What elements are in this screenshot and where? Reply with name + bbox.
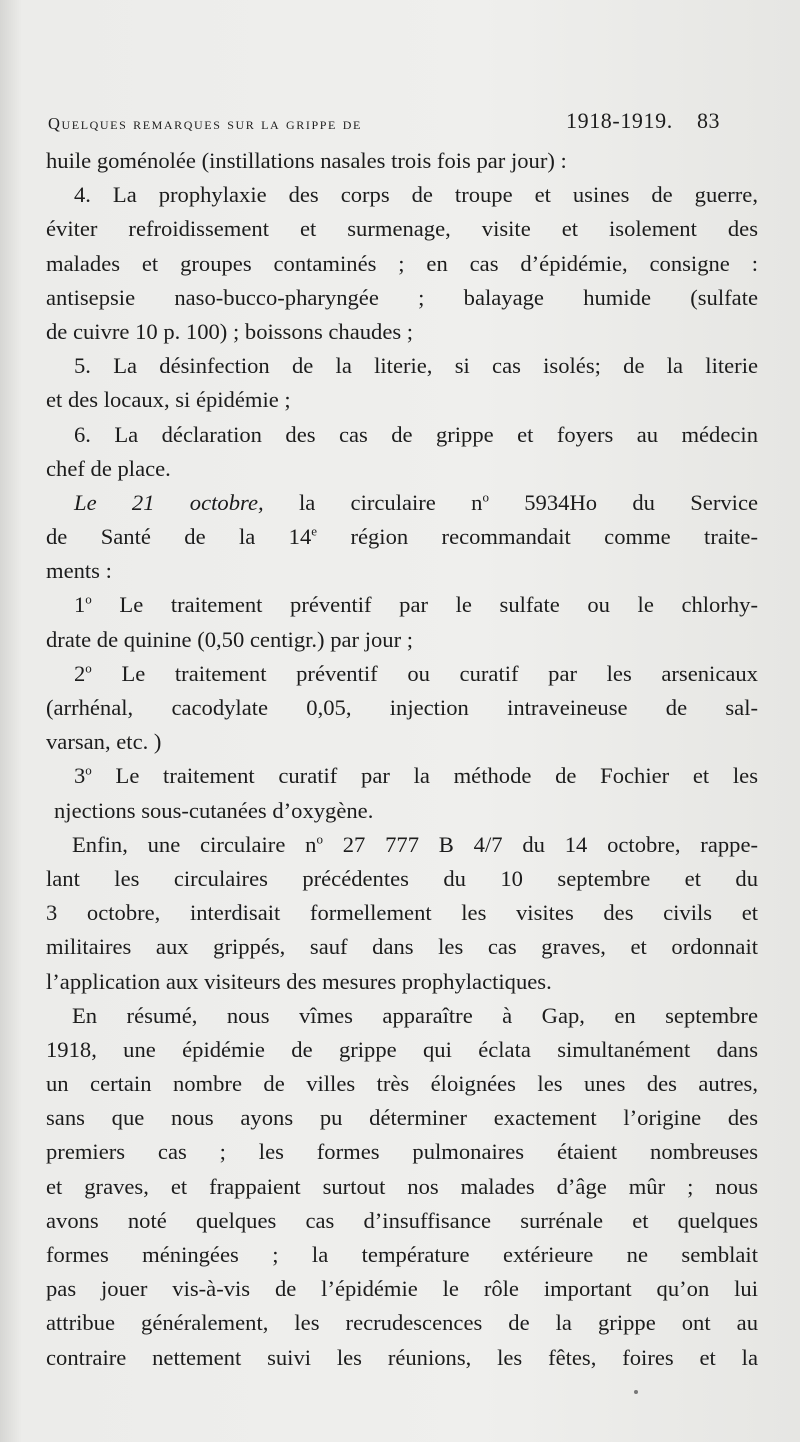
page-number: 83 [696, 108, 721, 133]
text-line: et des locaux, si épidémie ; [46, 387, 291, 413]
region-sup: e [311, 523, 318, 539]
text-line: de cuivre 10 p. 100) ; boissons chaudes ; [46, 318, 414, 344]
treatment-2-line-2: (arrhénal, cacodylate 0,05, injection intraveineuse de sal- [46, 695, 758, 720]
circular-date: Le 21 octobre, [74, 489, 264, 515]
resume-line: 1918, une épidémie de grippe qui éclata simultanément dans [46, 1036, 758, 1062]
resume-line: attribue généralement, les recrudescences de la grippe ont au [46, 1310, 758, 1336]
treatment-text: Le traitement préventif par le sulfate ou le chlorhy- [119, 592, 758, 618]
ordinal-mark: o [316, 831, 323, 847]
treatment-number: 1 [74, 592, 86, 618]
treatment-number: 2 [74, 660, 86, 686]
ordinal-mark: o [482, 489, 489, 505]
enfin-text: 27 777 B 4/7 du 14 octobre, rappe- [342, 831, 758, 857]
ink-speck [634, 1390, 638, 1394]
ordinal-mark: o [85, 591, 92, 607]
text-line: 4. La prophylaxie des corps de troupe et usines de guerre, [74, 182, 758, 208]
title-years [566, 108, 720, 134]
text-line: 6. La déclaration des cas de grippe et foyers au médecin [74, 421, 758, 447]
running-title: Quelques remarques sur la grippe de [48, 114, 362, 133]
resume-line: contraire nettement suivi les réunions, les fêtes, foires et la [46, 1344, 758, 1370]
treatment-2-line-3: varsan, etc. ) [46, 729, 162, 755]
circular-number: 5934Ho du Service [524, 489, 758, 515]
text-line: antisepsie naso-bucco-pharyngée ; balayage humide (sulfate [46, 284, 758, 310]
treatment-1-line-1 [46, 588, 758, 622]
circular-intro-line [46, 486, 758, 520]
resume-line: un certain nombre de villes très éloignées les unes des autres, [46, 1071, 758, 1097]
resume-line: avons noté quelques cas d’insuffisance surrénale et quelques [46, 1207, 758, 1233]
resume-line: pas jouer vis-à-vis de l’épidémie le rôle important qu’on lui [46, 1276, 758, 1302]
enfin-text: Enfin, une circulaire n [72, 831, 317, 857]
treatment-text: Le traitement curatif par la méthode de Fochier et les [115, 763, 758, 789]
ordinal-mark: o [85, 762, 92, 778]
enfin-line-1 [46, 828, 758, 862]
resume-line: et graves, et frappaient surtout nos malades d’âge mûr ; nous [46, 1173, 758, 1199]
circular-text: de Santé de la 14 [46, 524, 312, 550]
page-header [48, 108, 760, 142]
treatment-1-line-2: drate de quinine (0,50 centigr.) par jour ; [46, 626, 414, 652]
text-line: 3 octobre, interdisait formellement les visites des civils et [46, 900, 758, 926]
treatment-text: Le traitement préventif ou curatif par les arsenicaux [121, 660, 758, 686]
circular-line-2 [46, 520, 758, 554]
circular-text: région recommandait comme traite- [350, 524, 758, 550]
body-text [46, 144, 758, 1375]
text-line: chef de place. [46, 455, 171, 481]
treatment-number: 3 [74, 763, 86, 789]
treatment-2-line-1 [46, 657, 758, 691]
ordinal-mark: o [85, 660, 92, 676]
resume-line: formes méningées ; la température extérieure ne semblait [46, 1242, 758, 1267]
circular-line-3: ments : [46, 558, 112, 584]
text-line: huile goménolée (instillations nasales trois fois par jour) : [46, 148, 567, 173]
title-years-text: 1918-1919. [566, 108, 673, 133]
resume-line: sans que nous ayons pu déterminer exactement l’origine des [46, 1105, 758, 1131]
text-line: militaires aux grippés, sauf dans les cas graves, et ordonnait [46, 934, 758, 960]
resume-line: premiers cas ; les formes pulmonaires étaient nombreuses [46, 1139, 758, 1165]
text-line: 5. La désinfection de la literie, si cas isolés; de la literie [74, 353, 758, 379]
treatment-3-line-1 [46, 759, 758, 793]
text-line: malades et groupes contaminés ; en cas d’épidémie, consigne : [46, 250, 758, 276]
resume-line: En résumé, nous vîmes apparaître à Gap, en septembre [72, 1002, 758, 1028]
circular-text: la circulaire n [298, 489, 483, 515]
text-line: éviter refroidissement et surmenage, visite et isolement des [46, 216, 758, 242]
text-line: lant les circulaires précédentes du 10 septembre et du [46, 865, 758, 891]
text-line: l’application aux visiteurs des mesures prophylactiques. [46, 968, 552, 994]
treatment-3-line-2: njections sous-cutanées d’oxygène. [54, 797, 374, 823]
